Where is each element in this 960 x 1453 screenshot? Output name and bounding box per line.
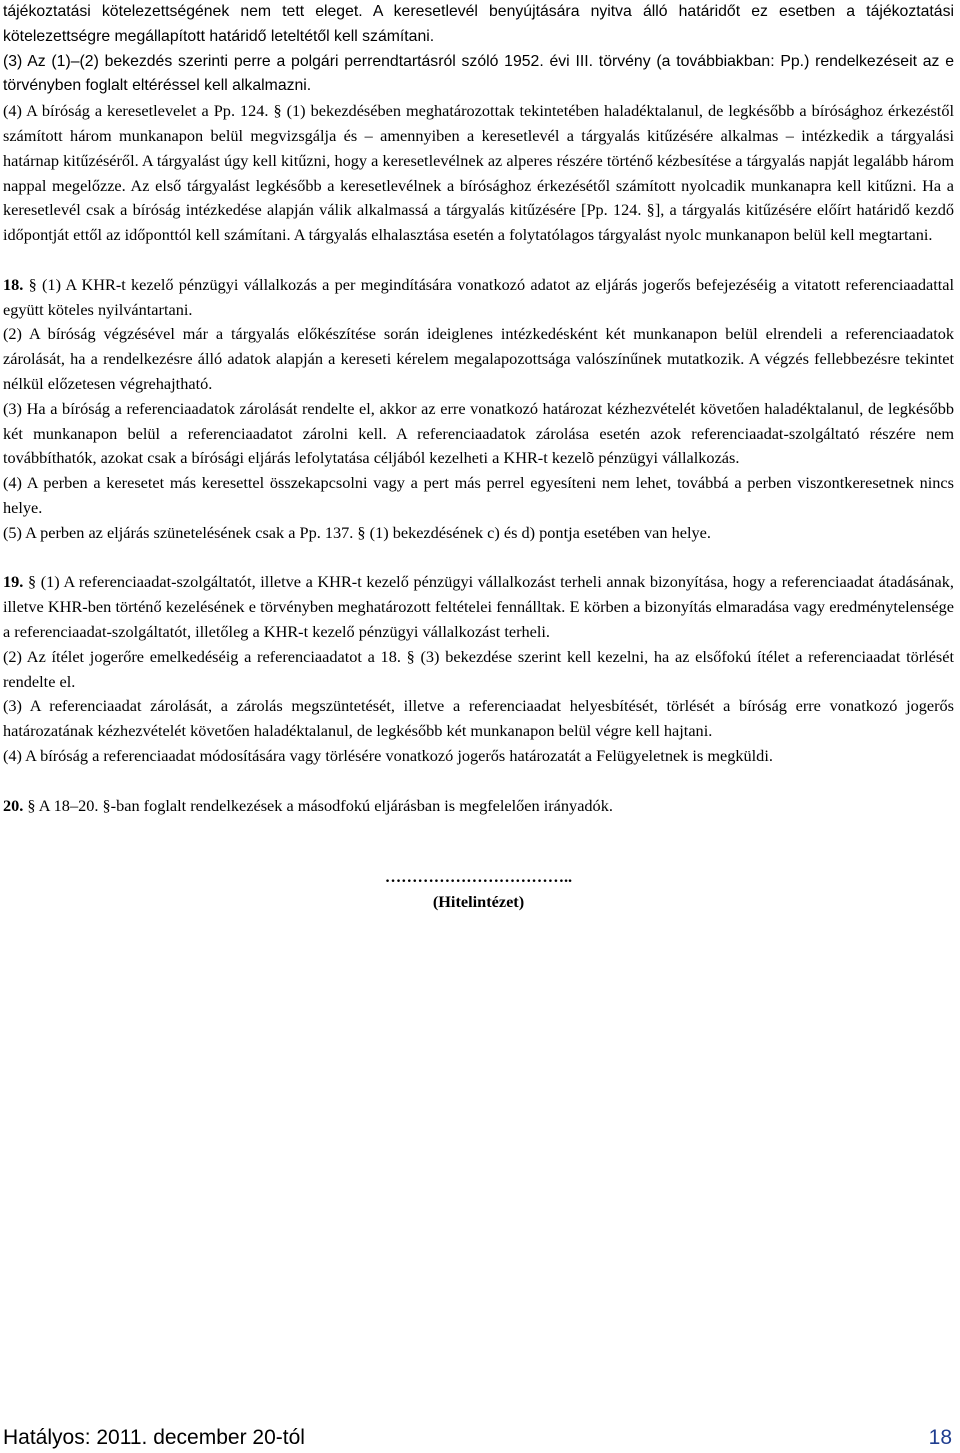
signature-dots: …………………………….. bbox=[384, 867, 573, 887]
paragraph-text: (3) Ha a bíróság a referenciaadatok zárolását rendelte el, akkor az erre vonatkozó határozat kézhezvételét követően haladéktalanul, de legkésőbb két munkanapon belül a referenciaadatot zárolni kell. A referenciaadatok zárolása esetén azok referenciaadat-szolgáltató részére nem továbbíthatók, azokat csak a bírósági eljárás lefolytatása céljából kezelheti a KHR-t kezelõ pénzügyi vállalkozás. bbox=[3, 398, 954, 468]
section-number: 19. bbox=[3, 572, 24, 592]
paragraph bbox=[3, 322, 954, 396]
paragraph bbox=[3, 50, 954, 100]
section-paragraph bbox=[3, 794, 954, 819]
paragraph bbox=[3, 694, 954, 744]
paragraph bbox=[3, 744, 954, 769]
section-paragraph bbox=[3, 570, 954, 644]
paragraph-text: (3) A referenciaadat zárolását, a zárolás megszüntetését, illetve a referenciaadat helyesbítését, törlését a bíróság erre vonatkozó jogerős határozatának kézhezvételét követően haladéktalanul, de legkésőbb két munkanapon belül végre kell hajtani. bbox=[3, 696, 954, 741]
section-number: 18. bbox=[3, 274, 24, 294]
paragraph-text: (2) A bíróság végzésével már a tárgyalás előkészítése során ideiglenes intézkedésként két munkanapon belül elrendeli a referenciaadatok zárolását, ha a rendelkezésre álló adatok alapján a kereseti kérelem megalapozottsága valószínűnek mutatkozik. A végzés fellebbezésre tekintet nélkül előzetesen végrehajtható. bbox=[3, 324, 954, 393]
document-body bbox=[3, 0, 954, 818]
paragraph-gap bbox=[3, 769, 954, 794]
paragraph-text: (3) Az (1)–(2) bekezdés szerinti perre a polgári perrendtartásról szóló 1952. évi III. törvény (a továbbiakban: Pp.) rendelkezéseit az e törvényben foglalt eltéréssel kell alkalmazni. bbox=[3, 52, 954, 95]
paragraph-text: (4) A bíróság a keresetlevelet a Pp. 124. § (1) bekezdésében meghatározottak tekintetében haladéktalanul, de legkésőbb a bírósághoz érkezéstől számított három munkanapon belül megvizsgálja és – amennyiben a keresetlevél a tárgyalás kitűzésére alkalmas – intézkedik a tárgyalási határnap kitűzéséről. A tárgyalást úgy kell kitűzni, hogy a keresetlevélnek az alperes részére történő kézbesítése a tárgyalás napját legalább három nappal megelőzze. Az első tárgyalást legkésőbb a keresetlevélnek a bírósághoz érkezésétől számított nyolcadik munkanapra kell kitűzni. Ha a keresetlevél csak a bíróság intézkedése alapján válik alkalmassá a tárgyalás kitűzésére [Pp. 124. §], a tárgyalás kitűzésére előírt határidő kezdő időpontját ettől az időponttól kell számítani. A tárgyalás elhalasztása esetén a folytatólagos tárgyalást nyolc munkanapon belül kell megtartani. bbox=[3, 101, 954, 245]
paragraph-text: tájékoztatási kötelezettségének nem tett eleget. A keresetlevél benyújtására nyitva álló határidőt ez esetben a tájékoztatási kötelezettségre megállapított határidő leteltétől kell számítani. bbox=[3, 3, 954, 45]
paragraph-text: (4) A bíróság a referenciaadat módosítására vagy törlésére vonatkozó jogerős határozatát a Felügyeletnek is megküldi. bbox=[3, 745, 773, 765]
paragraph bbox=[3, 0, 954, 50]
paragraph-text: § A 18–20. §-ban foglalt rendelkezések a másodfokú eljárásban is megfelelően irányadók. bbox=[23, 795, 613, 815]
section-number: 20. bbox=[3, 795, 24, 815]
paragraph bbox=[3, 521, 954, 546]
section-paragraph bbox=[3, 273, 954, 323]
paragraph-text: § (1) A KHR-t kezelő pénzügyi vállalkozás a per megindítására vonatkozó adatot az eljárás jogerős befejezéséig a vitatott referenciaadattal együtt köteles nyilvántartani. bbox=[3, 274, 954, 319]
paragraph-text: (2) Az ítélet jogerőre emelkedéséig a referenciaadatot a 18. § (3) bekezdése szerint kell kezelni, ha az elsőfokú ítélet a referenciaadat törlését rendelte el. bbox=[3, 646, 954, 691]
paragraph bbox=[3, 471, 954, 521]
paragraph-text: (4) A perben a keresetet más keresettel összekapcsolni vagy a pert más perrel egyesíteni nem lehet, továbbá a perben viszontkeresetnek nincs helye. bbox=[3, 473, 954, 517]
paragraph bbox=[3, 397, 954, 471]
document-page bbox=[3, 0, 954, 915]
paragraph bbox=[3, 99, 954, 248]
paragraph-text: (5) A perben az eljárás szünetelésének csak a Pp. 137. § (1) bekezdésének c) és d) pontja esetében van helye. bbox=[3, 522, 711, 542]
paragraph bbox=[3, 645, 954, 695]
signature-block bbox=[3, 865, 954, 915]
paragraph-text: § (1) A referenciaadat-szolgáltatót, illetve a KHR-t kezelő pénzügyi vállalkozást terheli annak bizonyítása, hogy a referenciaadat átadásának, illetve KHR-ben történő kezelésének e törvényben meghatározott feltételei fennálltak. E körben a bizonyítás elmaradása vagy eredménytelensége a referenciaadat-szolgáltatót, illetőleg a KHR-t kezelő pénzügyi vállalkozást terheli. bbox=[3, 572, 954, 641]
effective-date: Hatályos: 2011. december 20-tól bbox=[3, 1426, 305, 1449]
paragraph-gap bbox=[3, 546, 954, 571]
page-number: 18 bbox=[928, 1426, 952, 1449]
paragraph-gap bbox=[3, 248, 954, 273]
signature-label: (Hitelintézet) bbox=[432, 892, 525, 912]
